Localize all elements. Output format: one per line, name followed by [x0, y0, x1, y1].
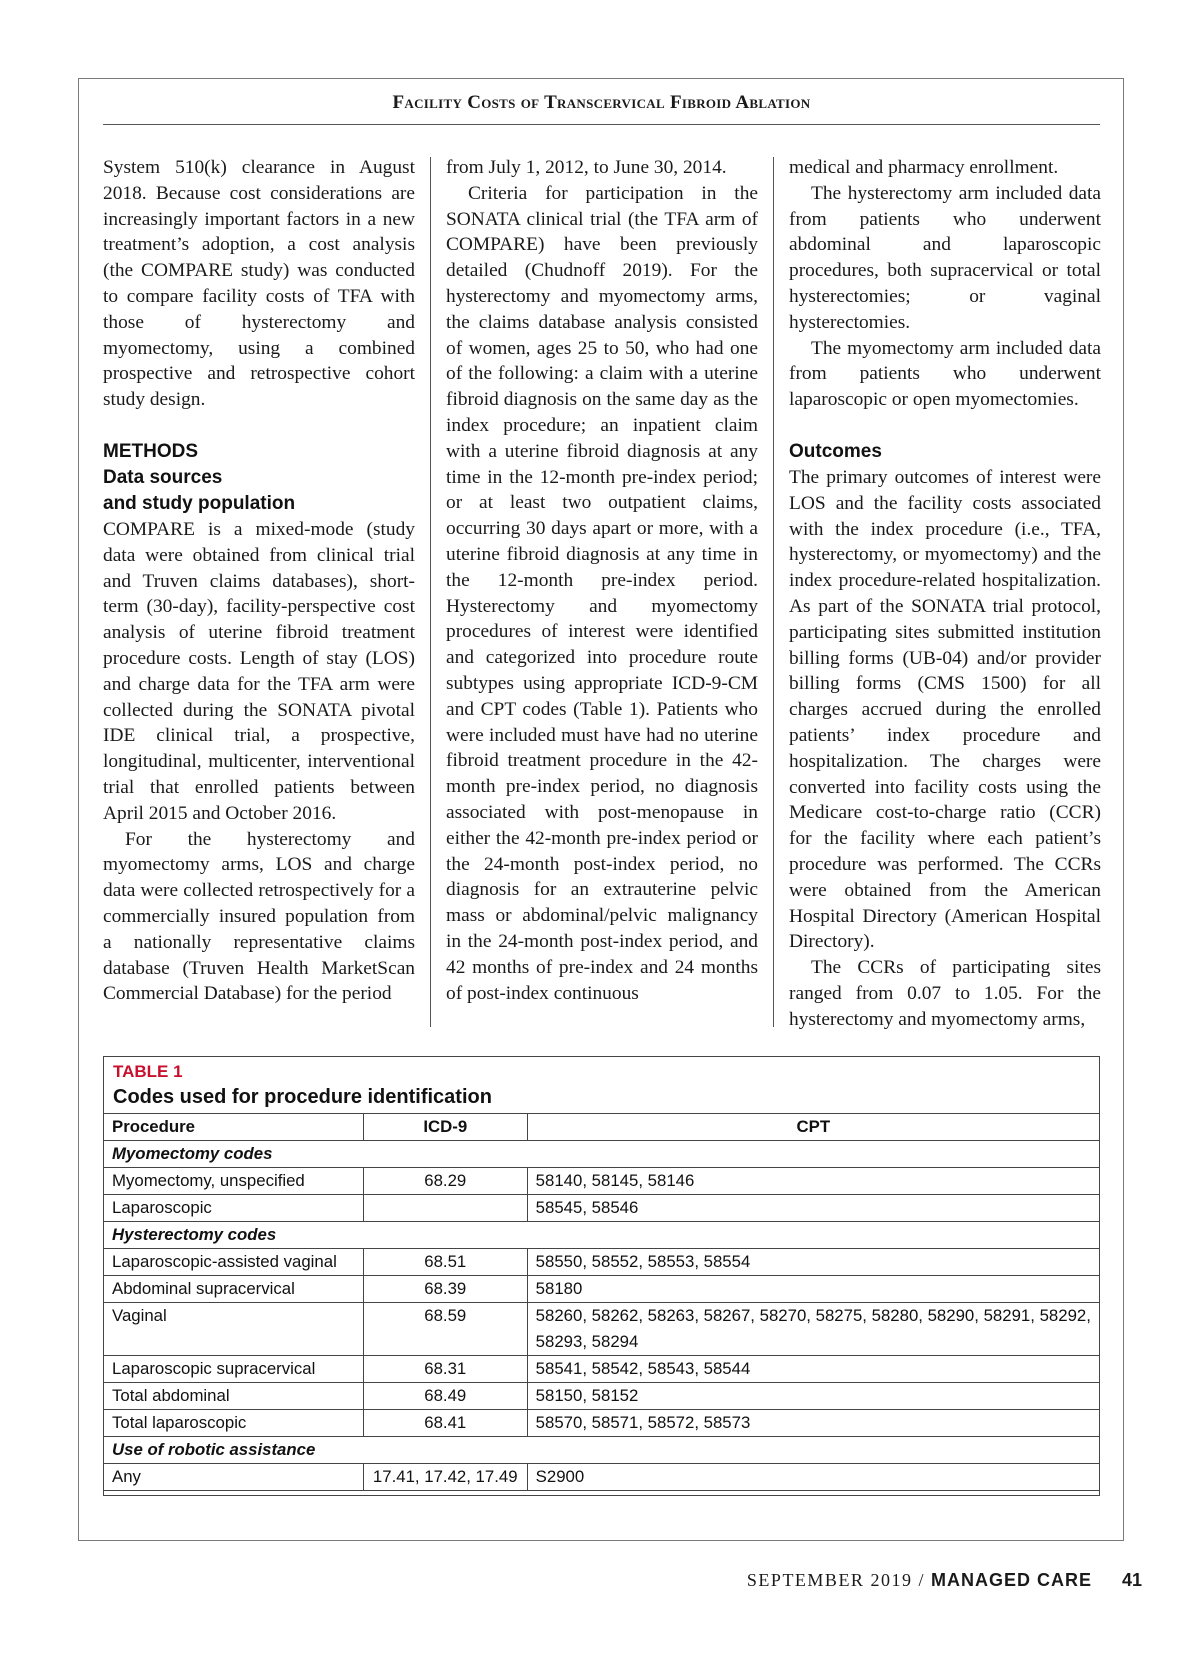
table-row — [104, 1276, 1100, 1303]
paragraph: The primary outcomes of interest were LOS and the facility costs associated with the index procedure (i.e., TFA, hysterectomy, or myomectomy) and the index procedure-related hospitalization. As part of the SONATA trial protocol, participating sites submitted institution billing forms (UB-04) and/or provider billing forms (CMS 1500) for all charges accrued during the enrolled patients’ index procedure and hospitalization. The charges were converted into facility costs using the Medicare cost-to-charge ratio (CCR) for the facility where each patient’s procedure was performed. The CCRs were obtained from the American Hospital Directory (American Hospital Directory). — [789, 466, 1101, 953]
cell-cpt: 58545, 58546 — [527, 1195, 1099, 1222]
page-number: 41 — [1121, 1570, 1142, 1590]
paragraph: COMPARE is a mixed-mode (study data were obtained from clinical trial and Truven claims databases), short-term (30-day), facility-perspective cost analysis of uterine fibroid treatment procedure costs. Length of stay (LOS) and charge data for the TFA arm were collected during the SONATA pivotal IDE clinical trial, a prospective, longitudinal, multicenter, interventional trial that enrolled patients between April 2015 and October 2016. — [103, 518, 415, 824]
running-head: Facility Costs of Transcervical Fibroid Ablation — [103, 88, 1100, 125]
cell-procedure: Laparoscopic supracervical — [104, 1356, 364, 1383]
cell-icd9: 68.41 — [363, 1410, 527, 1437]
subheading-study-population: and study population — [103, 492, 296, 514]
table-row — [104, 1249, 1100, 1276]
column-header-icd9: ICD-9 — [363, 1114, 527, 1141]
cell-procedure: Laparoscopic — [104, 1195, 364, 1222]
table-row — [104, 1303, 1100, 1356]
table-row — [104, 1356, 1100, 1383]
paragraph: Criteria for participation in the SONATA clinical trial (the TFA arm of COMPARE) have been previously detailed (Chudnoff 2019). For the hysterectomy and myomectomy arms, the claims database analysis consisted of women, ages 25 to 50, who had one of the following: a claim with a uterine fibroid diagnosis on the same day as the index procedure; an inpatient claim with a uterine fibroid diagnosis at any time in the 12-month pre-index period; or at least two outpatient claims, occurring 30 days apart or more, with a uterine fibroid diagnosis at any time in the 12-month pre-index period. Hysterectomy and myomectomy procedures of interest were identified and categorized into procedure route subtypes using appropriate ICD-9-CM and CPT codes (Table 1). Patients who were included must have had no uterine fibroid treatment procedure in the 42-month pre-index period, no diagnosis associated with post-menopause in either the 42-month pre-index period or the 24-month post-index period, no diagnosis for an extrauterine pelvic mass or abdominal/pelvic malignancy in the 24-month post-index period, and 42 months of pre-index and 24 months of post-index continuous — [446, 182, 758, 1004]
paragraph: The CCRs of participating sites ranged from 0.07 to 1.05. For the hysterectomy and myomectomy arms, — [789, 957, 1101, 1030]
cell-icd9 — [363, 1195, 527, 1222]
paragraph: The myomectomy arm included data from patients who underwent laparoscopic or open myomectomies. — [789, 337, 1101, 411]
cell-icd9: 68.49 — [363, 1383, 527, 1410]
table-row — [104, 1195, 1100, 1222]
table-row — [104, 1410, 1100, 1437]
column-3 — [789, 155, 1101, 1033]
cell-procedure: Total laparoscopic — [104, 1410, 364, 1437]
column-header-procedure: Procedure — [104, 1114, 364, 1141]
table-row — [104, 1464, 1100, 1491]
section-row — [104, 1437, 1100, 1464]
cell-cpt: 58140, 58145, 58146 — [527, 1168, 1099, 1195]
cell-icd9: 68.51 — [363, 1249, 527, 1276]
column-1 — [103, 155, 415, 1007]
table-1 — [103, 1056, 1100, 1496]
cell-cpt: S2900 — [527, 1464, 1099, 1491]
cell-procedure: Any — [104, 1464, 364, 1491]
cell-icd9: 68.39 — [363, 1276, 527, 1303]
footer-journal-name: MANAGED CARE — [930, 1570, 1092, 1590]
section-row — [104, 1141, 1100, 1168]
cell-icd9: 68.31 — [363, 1356, 527, 1383]
column-rule-2 — [773, 157, 774, 1027]
paragraph: from July 1, 2012, to June 30, 2014. — [446, 157, 727, 178]
cell-cpt: 58180 — [527, 1276, 1099, 1303]
cell-procedure: Abdominal supracervical — [104, 1276, 364, 1303]
section-heading-methods: METHODS — [103, 440, 198, 462]
cell-icd9: 68.59 — [363, 1303, 527, 1356]
column-2 — [446, 155, 758, 1006]
cell-cpt: 58150, 58152 — [527, 1383, 1099, 1410]
cell-cpt: 58550, 58552, 58553, 58554 — [527, 1249, 1099, 1276]
footer-issue-date: SEPTEMBER 2019 / — [746, 1570, 931, 1590]
section-robotic-assistance: Use of robotic assistance — [104, 1437, 1100, 1464]
cell-procedure: Total abdominal — [104, 1383, 364, 1410]
cell-cpt: 58260, 58262, 58263, 58267, 58270, 58275, 58280, 58290, 58291, 58292, 58293, 58294 — [527, 1303, 1099, 1356]
codes-table — [103, 1113, 1100, 1491]
cell-procedure: Myomectomy, unspecified — [104, 1168, 364, 1195]
column-rule-1 — [430, 157, 431, 1027]
section-row — [104, 1222, 1100, 1249]
table-row — [104, 1168, 1100, 1195]
table-label: TABLE 1 — [113, 1062, 183, 1081]
cell-procedure: Vaginal — [104, 1303, 364, 1356]
cell-icd9: 17.41, 17.42, 17.49 — [363, 1464, 527, 1491]
cell-icd9: 68.29 — [363, 1168, 527, 1195]
cell-procedure: Laparoscopic-assisted vaginal — [104, 1249, 364, 1276]
table-header-row — [104, 1114, 1100, 1141]
section-heading-outcomes: Outcomes — [789, 440, 882, 462]
page-footer — [747, 1570, 1142, 1591]
paragraph: The hysterectomy arm included data from patients who underwent abdominal and laparoscopic procedures, both supracervical or total hysterectomies; or vaginal hysterectomies. — [789, 182, 1101, 333]
subheading-data-sources: Data sources — [103, 466, 223, 488]
table-row — [104, 1383, 1100, 1410]
section-hysterectomy-codes: Hysterectomy codes — [104, 1222, 1100, 1249]
paragraph: System 510(k) clearance in August 2018. Because cost considerations are increasingly important factors in a new treatment’s adoption, a cost analysis (the COMPARE study) was conducted to compare facility costs of TFA with those of hysterectomy and myomectomy, using a combined prospective and retrospective cohort study design. — [103, 157, 415, 411]
cell-cpt: 58541, 58542, 58543, 58544 — [527, 1356, 1099, 1383]
table-title: Codes used for procedure identification — [113, 1086, 492, 1108]
cell-cpt: 58570, 58571, 58572, 58573 — [527, 1410, 1099, 1437]
column-header-cpt: CPT — [527, 1114, 1099, 1141]
paragraph: For the hysterectomy and myomectomy arms, LOS and charge data were collected retrospectively for a commercially insured population from a nationally representative claims database (Truven Health MarketScan Commercial Database) for the period — [103, 828, 415, 1005]
section-myomectomy-codes: Myomectomy codes — [104, 1141, 1100, 1168]
paragraph: medical and pharmacy enrollment. — [789, 157, 1059, 178]
